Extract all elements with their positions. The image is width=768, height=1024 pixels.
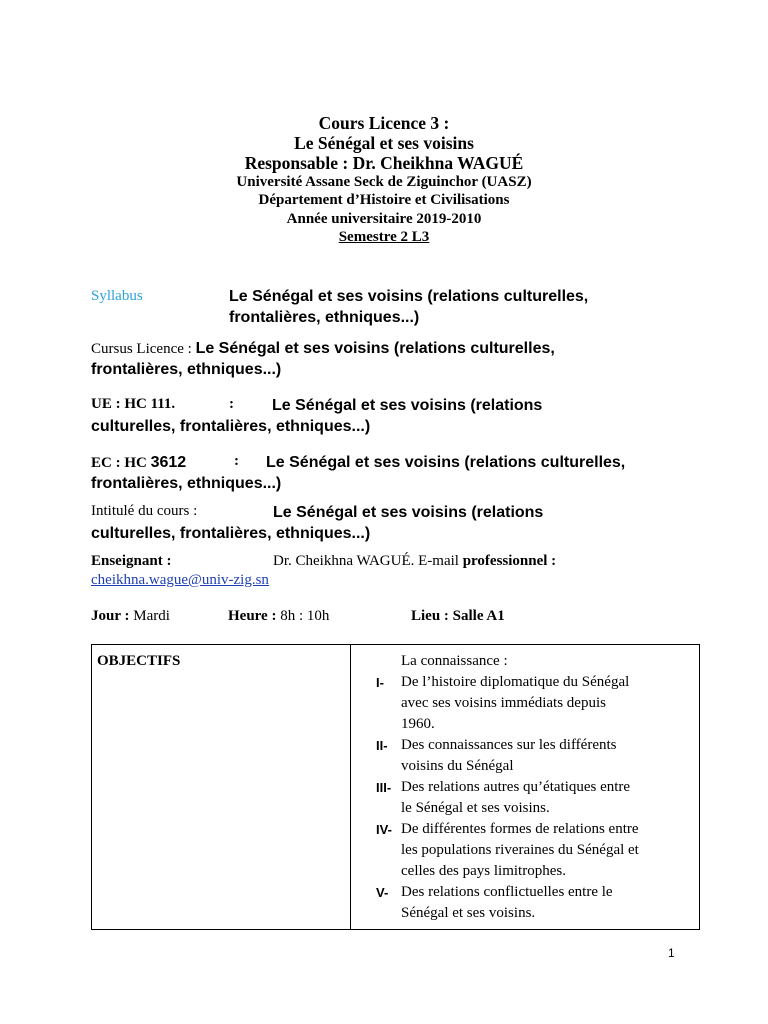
list-item — [376, 819, 699, 882]
list-item-line: voisins du Sénégal — [401, 758, 514, 774]
list-item-line: Des relations conflictuelles entre le — [401, 884, 613, 900]
ue-text-line1: Le Sénégal et ses voisins (relations — [272, 397, 543, 414]
jour-field — [91, 608, 170, 625]
ue-label: UE : HC 111. — [91, 396, 176, 412]
list-item-line: De différentes formes de relations entre — [401, 821, 639, 837]
academic-year: Année universitaire 2019-2010 — [286, 210, 482, 227]
intitule-line1 — [91, 502, 691, 523]
enseignant-label: Enseignant : — [91, 553, 172, 569]
document-header — [0, 113, 768, 246]
ue-text-line2: culturelles, frontalières, ethniques...) — [91, 418, 371, 435]
list-item — [376, 672, 699, 735]
ue-colon: : — [229, 396, 234, 412]
lieu-label: Lieu : — [411, 608, 453, 624]
page-number: 1 — [668, 946, 675, 960]
objectifs-table — [91, 644, 700, 930]
objectifs-content-cell — [351, 645, 700, 930]
lieu-field — [411, 608, 505, 625]
lieu-value: Salle A1 — [452, 608, 505, 624]
ec-text-line1: Le Sénégal et ses voisins (relations culturelles, — [266, 454, 626, 471]
list-item-number: I- — [376, 675, 384, 690]
list-item-number: V- — [376, 885, 389, 900]
syllabus-text — [229, 286, 689, 328]
cursus-text-line1: Le Sénégal et ses voisins (relations culturelles, — [195, 340, 555, 357]
jour-value: Mardi — [133, 608, 170, 624]
ec-label-group — [91, 452, 186, 473]
cursus-row — [91, 338, 691, 380]
syllabus-text-line1: Le Sénégal et ses voisins (relations culturelles, — [229, 288, 589, 305]
list-item-line: Des connaissances sur les différents — [401, 737, 617, 753]
jour-label: Jour : — [91, 608, 134, 624]
ec-colon: : — [234, 453, 239, 469]
enseignant-name: Dr. Cheikhna WAGUÉ. E-mail — [273, 553, 463, 569]
heure-label: Heure : — [228, 608, 281, 624]
enseignant-row — [91, 552, 691, 590]
list-item — [376, 882, 699, 924]
objectifs-heading: OBJECTIFS — [97, 653, 181, 669]
syllabus-text-line2: frontalières, ethniques...) — [229, 309, 420, 326]
ec-row — [91, 452, 691, 494]
intitule-text-line2: culturelles, frontalières, ethniques...) — [91, 525, 371, 542]
email-label: professionnel : — [462, 553, 557, 569]
objectifs-row — [92, 645, 700, 930]
list-item-line: 1960. — [401, 716, 435, 732]
objectifs-intro: La connaissance : — [401, 653, 508, 669]
list-item-line: le Sénégal et ses voisins. — [401, 800, 550, 816]
ec-line1 — [91, 452, 691, 473]
objectifs-heading-cell — [92, 645, 351, 930]
list-item-line: celles des pays limitrophes. — [401, 863, 566, 879]
list-item — [376, 735, 699, 777]
list-item-number: II- — [376, 738, 388, 753]
semester — [0, 228, 768, 246]
list-item-line: Sénégal et ses voisins. — [401, 905, 536, 921]
intitule-text-line1: Le Sénégal et ses voisins (relations — [273, 504, 544, 521]
enseignant-name-group — [273, 552, 556, 571]
cursus-text-line2: frontalières, ethniques...) — [91, 361, 282, 378]
list-item-line: Des relations autres qu’étatiques entre — [401, 779, 631, 795]
list-item — [376, 777, 699, 819]
enseignant-line1 — [91, 552, 691, 571]
cursus-label: Cursus Licence : — [91, 341, 196, 357]
course-title: Cours Licence 3 : — [318, 113, 450, 133]
list-item-number: IV- — [376, 822, 392, 837]
intitule-row — [91, 502, 691, 544]
syllabus-label: Syllabus — [91, 288, 143, 304]
list-item-line: les populations riveraines du Sénégal et — [401, 842, 639, 858]
intitule-label: Intitulé du cours : — [91, 503, 198, 519]
semester-label: Semestre 2 L3 — [338, 228, 430, 245]
ec-label: EC : HC — [91, 455, 151, 471]
cursus-line1 — [91, 338, 691, 359]
list-item-line: avec ses voisins immédiats depuis — [401, 695, 606, 711]
ec-code: 3612 — [150, 454, 187, 471]
list-item-line: De l’histoire diplomatique du Sénégal — [401, 674, 630, 690]
course-subject: Le Sénégal et ses voisins — [294, 133, 474, 153]
department-name: Département d’Histoire et Civilisations — [258, 192, 510, 209]
email-link[interactable]: cheikhna.wague@univ-zig.sn — [91, 572, 269, 588]
ue-line1 — [91, 395, 691, 416]
list-item-number: III- — [376, 780, 392, 795]
ue-row — [91, 395, 691, 437]
heure-field — [228, 608, 329, 625]
course-responsible: Responsable : Dr. Cheikhna WAGUÉ — [244, 153, 524, 173]
ec-text-line2: frontalières, ethniques...) — [91, 475, 282, 492]
university-name: Université Assane Seck de Ziguinchor (UASZ) — [236, 174, 532, 190]
heure-value: 8h : 10h — [280, 608, 330, 624]
